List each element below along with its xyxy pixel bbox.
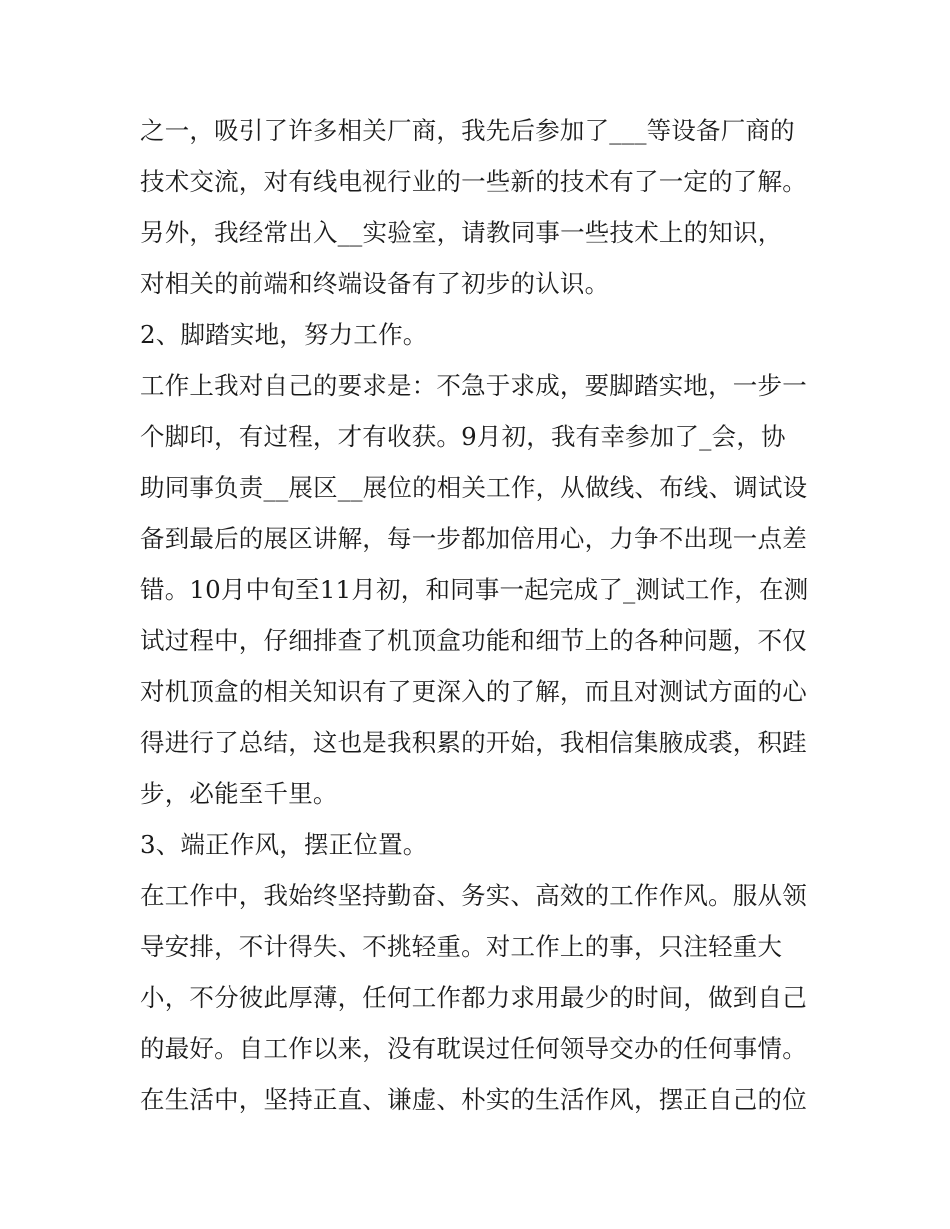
text-line: 个脚印，有过程，才有收获。9月初，我有幸参加了_会，协 (140, 422, 786, 451)
text-line: 备到最后的展区讲解，每一步都加倍用心，力争不出现一点差 (140, 524, 807, 553)
document-body (140, 105, 820, 1125)
text-line: 之一，吸引了许多相关厂商，我先后参加了___等设备厂商的 (140, 116, 795, 145)
text-line: 对相关的前端和终端设备有了初步的认识。 (140, 269, 610, 298)
text-line: 另外，我经常出入__实验室，请教同事一些技术上的知识， (140, 218, 783, 247)
text-line: 步，必能至千里。 (140, 779, 338, 808)
text-line: 得进行了总结，这也是我积累的开始，我相信集腋成裘，积跬 (140, 728, 807, 757)
text-line: 错。10月中旬至11月初，和同事一起完成了_测试工作，在测 (140, 575, 809, 604)
text-line: 试过程中，仔细排查了机顶盒功能和细节上的各种问题，不仅 (140, 626, 807, 655)
section-heading: 2、脚踏实地，努力工作。 (140, 320, 428, 349)
text-line: 对机顶盒的相关知识有了更深入的了解，而且对测试方面的心 (140, 677, 807, 706)
text-line: 导安排，不计得失、不挑轻重。对工作上的事，只注轻重大 (140, 932, 783, 961)
text-line: 在生活中，坚持正直、谦虚、朴实的生活作风，摆正自己的位 (140, 1085, 807, 1114)
section-heading: 3、端正作风，摆正位置。 (140, 830, 428, 859)
text-line: 助同事负责__展区__展位的相关工作，从做线、布线、调试设 (140, 473, 808, 502)
text-line: 工作上我对自己的要求是：不急于求成，要脚踏实地，一步一 (140, 371, 807, 400)
text-line: 在工作中，我始终坚持勤奋、务实、高效的工作作风。服从领 (140, 881, 807, 910)
text-line: 技术交流，对有线电视行业的一些新的技术有了一定的了解。 (140, 167, 807, 196)
text-line: 小，不分彼此厚薄，任何工作都力求用最少的时间，做到自己 (140, 983, 807, 1012)
text-line: 的最好。自工作以来，没有耽误过任何领导交办的任何事情。 (140, 1034, 807, 1063)
